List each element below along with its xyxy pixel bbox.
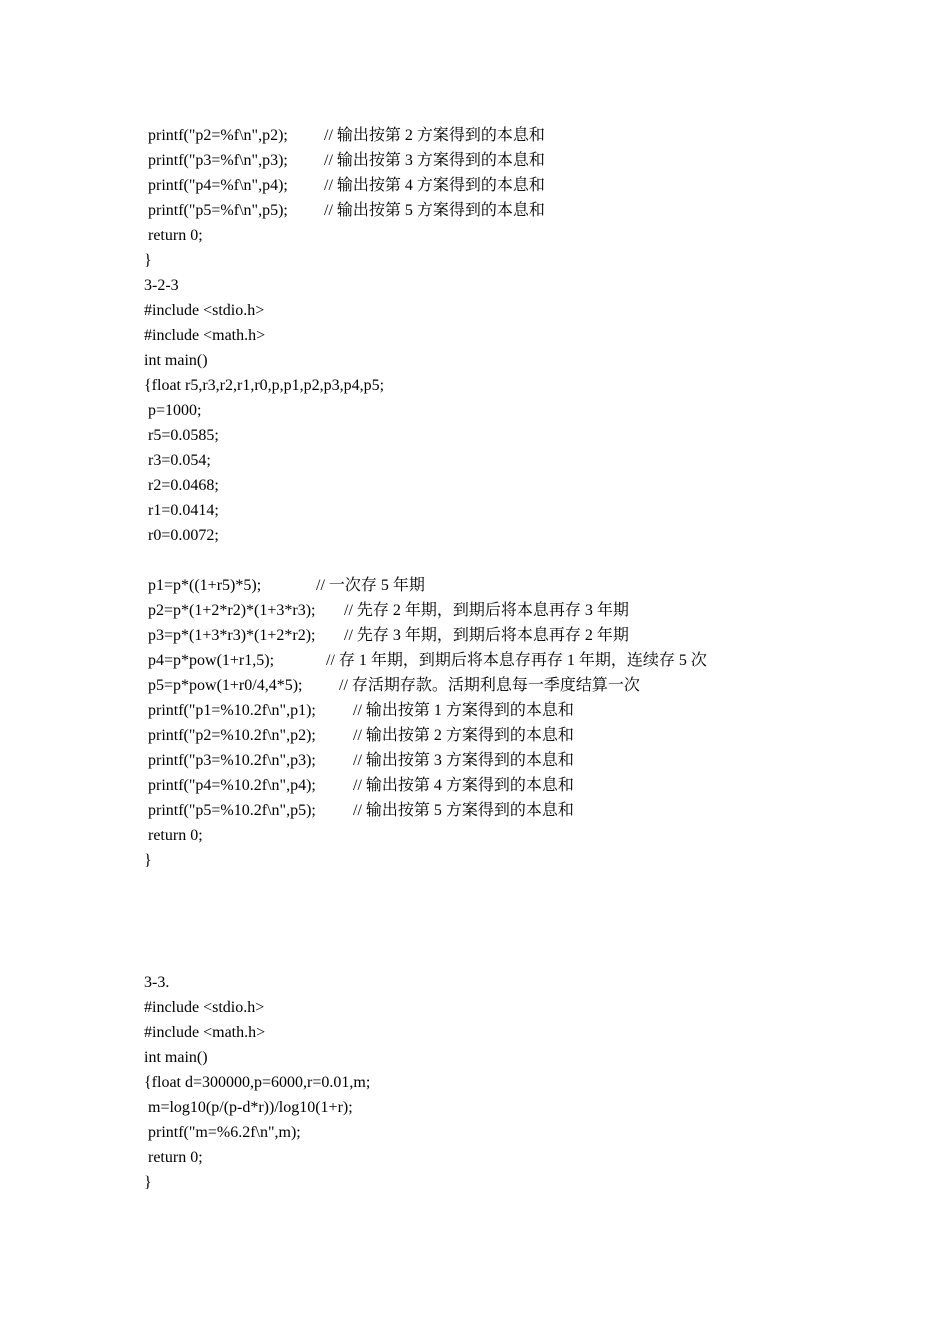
code-text: printf("p5=%10.2f\n",p5); [144,802,316,819]
code-text: r3=0.054; [144,452,211,469]
code-text: printf("p2=%f\n",p2); [144,127,288,144]
code-text: p3=p*(1+3*r3)*(1+2*r2); [144,627,316,644]
code-line [144,173,844,198]
code-line [144,398,844,423]
code-line [144,698,844,723]
code-text: return 0; [144,227,203,244]
code-line [144,1070,844,1095]
section-heading [144,273,844,298]
code-comment: // 存活期存款。活期利息每一季度结算一次 [339,677,640,694]
code-text: } [144,252,152,269]
code-comment: // 输出按第 2 方案得到的本息和 [324,127,545,144]
code-text: printf("p5=%f\n",p5); [144,202,288,219]
code-block-3-3 [144,970,844,1195]
code-text: r5=0.0585; [144,427,219,444]
code-comment: // 存 1 年期，到期后将本息存再存 1 年期，连续存 5 次 [326,652,707,669]
code-line [144,823,844,848]
code-comment: // 先存 3 年期，到期后将本息再存 2 年期 [344,627,629,644]
section-heading [144,970,844,995]
code-line [144,748,844,773]
code-text: r2=0.0468; [144,477,219,494]
code-text: p=1000; [144,402,202,419]
code-line [144,798,844,823]
code-text: r1=0.0414; [144,502,219,519]
code-comment: // 输出按第 3 方案得到的本息和 [324,152,545,169]
code-line [144,573,844,598]
code-comment: // 输出按第 5 方案得到的本息和 [353,802,574,819]
code-comment: // 一次存 5 年期 [316,577,425,594]
code-text: r0=0.0072; [144,527,219,544]
code-line [144,198,844,223]
code-comment: // 先存 2 年期，到期后将本息再存 3 年期 [344,602,629,619]
code-text: 3-2-3 [144,277,179,294]
code-line [144,473,844,498]
blank-line [144,548,844,573]
code-text: int main() [144,352,208,369]
code-line [144,673,844,698]
code-line [144,723,844,748]
code-text: } [144,1174,152,1191]
code-line [144,148,844,173]
code-text: printf("p4=%10.2f\n",p4); [144,777,316,794]
code-text: p2=p*(1+2*r2)*(1+3*r3); [144,602,316,619]
code-line [144,1020,844,1045]
code-text: p4=p*pow(1+r1,5); [144,652,275,669]
code-text: printf("p3=%10.2f\n",p3); [144,752,316,769]
code-text: printf("p4=%f\n",p4); [144,177,288,194]
code-text: return 0; [144,827,203,844]
code-text: printf("p2=%10.2f\n",p2); [144,727,316,744]
code-text: printf("m=%6.2f\n",m); [144,1124,301,1141]
code-text: {float r5,r3,r2,r1,r0,p,p1,p2,p3,p4,p5; [144,377,385,394]
code-text: printf("p1=%10.2f\n",p1); [144,702,316,719]
code-text: {float d=300000,p=6000,r=0.01,m; [144,1074,371,1091]
code-text: p1=p*((1+r5)*5); [144,577,262,594]
code-line [144,523,844,548]
code-text: #include <math.h> [144,1024,266,1041]
code-comment: // 输出按第 2 方案得到的本息和 [353,727,574,744]
code-line [144,1145,844,1170]
code-block-3-2-3 [144,273,844,873]
code-text: int main() [144,1049,208,1066]
code-line [144,1120,844,1145]
code-line [144,848,844,873]
code-line [144,448,844,473]
code-text: 3-3. [144,974,170,991]
code-text: #include <math.h> [144,327,266,344]
code-text: #include <stdio.h> [144,302,265,319]
code-line [144,498,844,523]
code-block-3-2-2-tail [144,123,844,273]
code-line [144,773,844,798]
code-comment: // 输出按第 1 方案得到的本息和 [353,702,574,719]
code-comment: // 输出按第 3 方案得到的本息和 [353,752,574,769]
code-line [144,1170,844,1195]
code-text: return 0; [144,1149,203,1166]
code-text: } [144,852,152,869]
code-line [144,423,844,448]
code-line [144,623,844,648]
code-text: p5=p*pow(1+r0/4,4*5); [144,677,303,694]
code-line [144,598,844,623]
code-comment: // 输出按第 4 方案得到的本息和 [324,177,545,194]
code-line [144,995,844,1020]
code-line [144,1045,844,1070]
code-line [144,298,844,323]
code-line [144,323,844,348]
code-comment: // 输出按第 5 方案得到的本息和 [324,202,545,219]
code-line [144,248,844,273]
code-line [144,348,844,373]
code-comment: // 输出按第 4 方案得到的本息和 [353,777,574,794]
code-line [144,123,844,148]
code-line [144,223,844,248]
code-text: #include <stdio.h> [144,999,265,1016]
code-line [144,648,844,673]
code-text: printf("p3=%f\n",p3); [144,152,288,169]
code-line [144,373,844,398]
code-line [144,1095,844,1120]
code-text: m=log10(p/(p-d*r))/log10(1+r); [144,1099,353,1116]
